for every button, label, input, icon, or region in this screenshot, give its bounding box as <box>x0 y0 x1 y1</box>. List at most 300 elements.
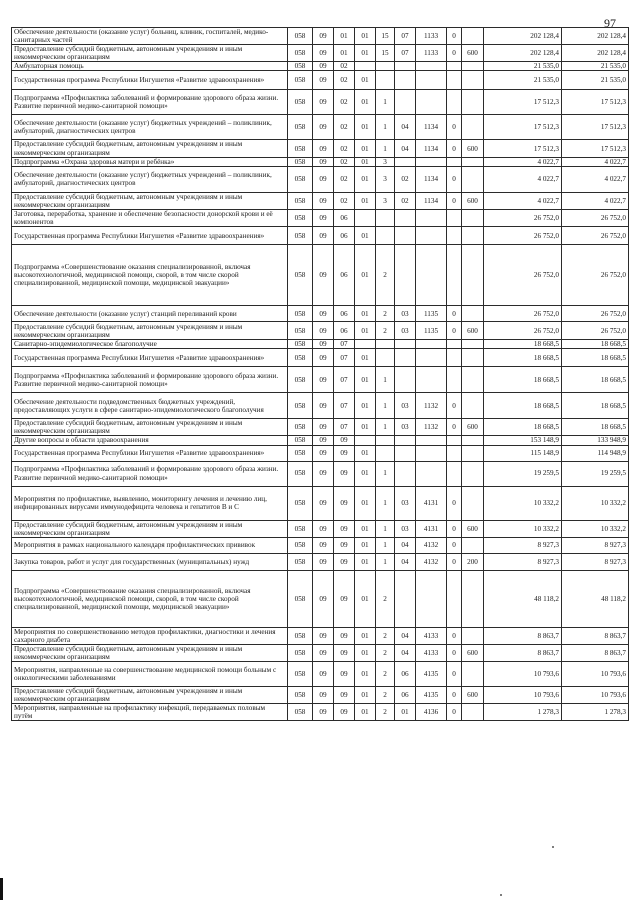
amount-year-1: 202 128,4 <box>484 28 562 45</box>
code-event <box>395 340 416 349</box>
amount-year-1: 17 512,3 <box>484 90 562 115</box>
code-subprogram <box>376 62 395 71</box>
code-event: 04 <box>395 553 416 570</box>
code-admin: 058 <box>288 662 313 687</box>
code-extra: 0 <box>447 45 462 62</box>
code-admin: 058 <box>288 157 313 166</box>
code-program: 01 <box>355 349 376 367</box>
code-expense-type <box>462 90 484 115</box>
code-program: 01 <box>355 45 376 62</box>
amount-year-2: 10 793,6 <box>562 662 629 687</box>
code-subsection: 09 <box>334 445 355 461</box>
table-row <box>12 157 629 166</box>
code-subprogram: 3 <box>376 166 395 192</box>
row-name: Подпрограмма «Совершенствование оказания специализированной, включая высокотехнологичной, медицинской помощи, скорой, в том числе скорой специализированной, медицинской помощи, медицинской эвакуации» <box>12 570 288 627</box>
code-program: 01 <box>355 367 376 393</box>
amount-year-2: 21 535,0 <box>562 71 629 90</box>
code-direction <box>416 570 447 627</box>
code-subsection: 06 <box>334 209 355 226</box>
code-program: 01 <box>355 662 376 687</box>
code-program <box>355 62 376 71</box>
code-section: 09 <box>313 322 334 340</box>
code-section: 09 <box>313 367 334 393</box>
amount-year-1: 4 022,7 <box>484 192 562 209</box>
code-subprogram: 3 <box>376 157 395 166</box>
code-program: 01 <box>355 227 376 245</box>
row-name: Предоставление субсидий бюджетным, автономным учреждениям и иным некоммерческим организациям <box>12 644 288 661</box>
code-subsection: 09 <box>334 644 355 661</box>
code-subprogram: 15 <box>376 45 395 62</box>
table-row <box>12 71 629 90</box>
code-extra: 0 <box>447 520 462 537</box>
code-expense-type <box>462 166 484 192</box>
amount-year-1: 10 793,6 <box>484 662 562 687</box>
code-extra <box>447 157 462 166</box>
code-subprogram: 1 <box>376 486 395 520</box>
code-direction <box>416 90 447 115</box>
table-row <box>12 570 629 627</box>
amount-year-1: 18 668,5 <box>484 349 562 367</box>
code-event <box>395 157 416 166</box>
amount-year-1: 19 259,5 <box>484 461 562 486</box>
code-direction: 4131 <box>416 520 447 537</box>
code-extra <box>447 436 462 445</box>
code-event: 02 <box>395 166 416 192</box>
code-admin: 058 <box>288 436 313 445</box>
code-expense-type: 600 <box>462 322 484 340</box>
code-extra: 0 <box>447 192 462 209</box>
code-section: 09 <box>313 62 334 71</box>
code-event: 06 <box>395 687 416 704</box>
code-program: 01 <box>355 627 376 644</box>
code-program: 01 <box>355 570 376 627</box>
code-event <box>395 461 416 486</box>
code-subprogram <box>376 71 395 90</box>
code-admin: 058 <box>288 245 313 306</box>
amount-year-1: 26 752,0 <box>484 245 562 306</box>
code-event: 03 <box>395 322 416 340</box>
code-extra: 0 <box>447 115 462 140</box>
code-subsection: 07 <box>334 419 355 436</box>
code-expense-type <box>462 436 484 445</box>
row-name: Предоставление субсидий бюджетным, автономным учреждениям и иным некоммерческим организациям <box>12 322 288 340</box>
code-section: 09 <box>313 115 334 140</box>
row-name: Мероприятия по совершенствованию методов профилактики, диагностики и лечения сахарного диабета <box>12 627 288 644</box>
code-expense-type <box>462 245 484 306</box>
amount-year-2: 18 668,5 <box>562 393 629 419</box>
code-subprogram: 2 <box>376 306 395 322</box>
code-event <box>395 436 416 445</box>
code-admin: 058 <box>288 90 313 115</box>
code-admin: 058 <box>288 28 313 45</box>
amount-year-1: 48 118,2 <box>484 570 562 627</box>
code-subsection: 02 <box>334 157 355 166</box>
amount-year-1: 4 022,7 <box>484 166 562 192</box>
code-direction: 1132 <box>416 393 447 419</box>
code-direction <box>416 340 447 349</box>
code-event: 04 <box>395 115 416 140</box>
row-name: Мероприятия в рамках национального календаря профилактических прививок <box>12 537 288 553</box>
code-direction <box>416 227 447 245</box>
row-name: Обеспечение деятельности (оказание услуг) бюджетных учреждений – поликлиник, амбулаторий, диагностических центров <box>12 115 288 140</box>
code-expense-type <box>462 157 484 166</box>
code-admin: 058 <box>288 322 313 340</box>
code-program: 01 <box>355 115 376 140</box>
code-direction: 4135 <box>416 687 447 704</box>
code-admin: 058 <box>288 209 313 226</box>
row-name: Предоставление субсидий бюджетным, автономным учреждениям и иным некоммерческим организациям <box>12 520 288 537</box>
amount-year-1: 115 148,9 <box>484 445 562 461</box>
row-name: Государственная программа Республики Ингушетия «Развитие здравоохранения» <box>12 349 288 367</box>
code-event <box>395 62 416 71</box>
row-name: Обеспечение деятельности (оказание услуг) больниц, клиник, госпиталей, медико-санитарных частей <box>12 28 288 45</box>
table-row <box>12 209 629 226</box>
code-subprogram: 2 <box>376 644 395 661</box>
code-direction: 1134 <box>416 192 447 209</box>
code-event: 03 <box>395 393 416 419</box>
code-direction <box>416 209 447 226</box>
row-name: Подпрограмма «Профилактика заболеваний и формирование здорового образа жизни. Развитие первичной медико-санитарной помощи» <box>12 90 288 115</box>
code-direction <box>416 445 447 461</box>
code-subsection: 09 <box>334 687 355 704</box>
code-extra <box>447 445 462 461</box>
code-event: 04 <box>395 537 416 553</box>
code-event: 03 <box>395 520 416 537</box>
row-name: Закупка товаров, работ и услуг для государственных (муниципальных) нужд <box>12 553 288 570</box>
code-section: 09 <box>313 687 334 704</box>
code-extra <box>447 461 462 486</box>
amount-year-2: 18 668,5 <box>562 340 629 349</box>
row-name: Мероприятия, направленные на профилактику инфекций, передаваемых половым путём <box>12 704 288 721</box>
code-section: 09 <box>313 662 334 687</box>
amount-year-2: 26 752,0 <box>562 209 629 226</box>
code-subprogram: 2 <box>376 570 395 627</box>
code-subprogram: 2 <box>376 245 395 306</box>
code-section: 09 <box>313 520 334 537</box>
code-direction <box>416 436 447 445</box>
code-admin: 058 <box>288 553 313 570</box>
amount-year-2: 133 948,9 <box>562 436 629 445</box>
code-extra <box>447 245 462 306</box>
code-subsection: 01 <box>334 45 355 62</box>
amount-year-2: 8 863,7 <box>562 627 629 644</box>
row-name: Подпрограмма «Профилактика заболеваний и формирование здорового образа жизни. Развитие первичной медико-санитарной помощи» <box>12 367 288 393</box>
code-extra: 0 <box>447 704 462 721</box>
code-event <box>395 71 416 90</box>
row-name: Амбулаторная помощь <box>12 62 288 71</box>
code-admin: 058 <box>288 461 313 486</box>
code-program <box>355 209 376 226</box>
code-subsection: 09 <box>334 570 355 627</box>
code-subprogram: 2 <box>376 704 395 721</box>
code-subsection: 07 <box>334 393 355 419</box>
code-section: 09 <box>313 349 334 367</box>
code-subsection: 06 <box>334 322 355 340</box>
code-subsection: 02 <box>334 192 355 209</box>
code-section: 09 <box>313 553 334 570</box>
code-extra: 0 <box>447 140 462 157</box>
code-admin: 058 <box>288 349 313 367</box>
code-expense-type <box>462 445 484 461</box>
amount-year-1: 26 752,0 <box>484 227 562 245</box>
code-extra: 0 <box>447 166 462 192</box>
code-subprogram <box>376 445 395 461</box>
row-name: Предоставление субсидий бюджетным, автономным учреждениям и иным некоммерческим организациям <box>12 140 288 157</box>
code-subprogram: 1 <box>376 90 395 115</box>
code-event: 07 <box>395 45 416 62</box>
table-row <box>12 393 629 419</box>
code-event: 06 <box>395 662 416 687</box>
amount-year-2: 202 128,4 <box>562 28 629 45</box>
table-row <box>12 45 629 62</box>
code-admin: 058 <box>288 570 313 627</box>
table-row <box>12 553 629 570</box>
code-subprogram <box>376 227 395 245</box>
table-row <box>12 520 629 537</box>
code-expense-type <box>462 209 484 226</box>
code-event: 01 <box>395 704 416 721</box>
code-extra <box>447 227 462 245</box>
code-admin: 058 <box>288 62 313 71</box>
row-name: Государственная программа Республики Ингушетия «Развитие здравоохранения» <box>12 71 288 90</box>
code-program: 01 <box>355 393 376 419</box>
code-subsection: 09 <box>334 520 355 537</box>
code-section: 09 <box>313 704 334 721</box>
row-name: Обеспечение деятельности (оказание услуг) станций переливаний крови <box>12 306 288 322</box>
code-subprogram: 2 <box>376 687 395 704</box>
scan-speck <box>552 846 554 848</box>
code-section: 09 <box>313 245 334 306</box>
code-program: 01 <box>355 553 376 570</box>
code-expense-type <box>462 306 484 322</box>
code-extra: 0 <box>447 687 462 704</box>
code-section: 09 <box>313 340 334 349</box>
code-program: 01 <box>355 644 376 661</box>
code-admin: 058 <box>288 537 313 553</box>
code-program: 01 <box>355 192 376 209</box>
code-extra <box>447 340 462 349</box>
code-program: 01 <box>355 461 376 486</box>
code-extra: 0 <box>447 322 462 340</box>
code-expense-type: 600 <box>462 419 484 436</box>
code-extra: 0 <box>447 644 462 661</box>
code-event: 03 <box>395 419 416 436</box>
code-subprogram: 2 <box>376 322 395 340</box>
code-program: 01 <box>355 520 376 537</box>
code-section: 09 <box>313 209 334 226</box>
scan-speck <box>500 894 502 896</box>
table-row <box>12 644 629 661</box>
code-admin: 058 <box>288 644 313 661</box>
code-subprogram <box>376 436 395 445</box>
row-name: Другие вопросы в области здравоохранения <box>12 436 288 445</box>
code-subsection: 02 <box>334 90 355 115</box>
amount-year-2: 8 927,3 <box>562 553 629 570</box>
code-subsection: 09 <box>334 461 355 486</box>
code-event <box>395 445 416 461</box>
row-name: Предоставление субсидий бюджетным, автономным учреждениям и иным некоммерческим организациям <box>12 419 288 436</box>
amount-year-2: 17 512,3 <box>562 140 629 157</box>
code-subsection: 02 <box>334 166 355 192</box>
code-subprogram: 15 <box>376 28 395 45</box>
code-expense-type: 600 <box>462 644 484 661</box>
code-admin: 058 <box>288 140 313 157</box>
code-event <box>395 349 416 367</box>
amount-year-2: 26 752,0 <box>562 322 629 340</box>
row-name: Мероприятия по профилактике, выявлению, мониторингу лечения и лечению лиц, инфицированных вирусами иммунодефицита человека и гепатитов В и С <box>12 486 288 520</box>
code-section: 09 <box>313 192 334 209</box>
code-expense-type <box>462 486 484 520</box>
code-expense-type: 600 <box>462 520 484 537</box>
code-admin: 058 <box>288 306 313 322</box>
code-direction: 4135 <box>416 662 447 687</box>
row-name: Предоставление субсидий бюджетным, автономным учреждениям и иным некоммерческим организациям <box>12 45 288 62</box>
table-row <box>12 192 629 209</box>
code-section: 09 <box>313 90 334 115</box>
code-program <box>355 340 376 349</box>
code-section: 09 <box>313 306 334 322</box>
code-program: 01 <box>355 140 376 157</box>
code-expense-type: 600 <box>462 140 484 157</box>
code-event: 07 <box>395 28 416 45</box>
code-direction <box>416 245 447 306</box>
amount-year-2: 26 752,0 <box>562 306 629 322</box>
table-row <box>12 687 629 704</box>
amount-year-1: 17 512,3 <box>484 140 562 157</box>
row-name: Государственная программа Республики Ингушетия «Развитие здравоохранения» <box>12 445 288 461</box>
code-expense-type <box>462 627 484 644</box>
code-direction: 1134 <box>416 166 447 192</box>
code-direction <box>416 367 447 393</box>
code-admin: 058 <box>288 520 313 537</box>
row-name: Заготовка, переработка, хранение и обеспечение безопасности донорской крови и её компонентов <box>12 209 288 226</box>
code-event: 03 <box>395 486 416 520</box>
code-event <box>395 367 416 393</box>
table-row <box>12 306 629 322</box>
code-extra <box>447 90 462 115</box>
table-row <box>12 662 629 687</box>
row-name: Предоставление субсидий бюджетным, автономным учреждениям и иным некоммерческим организациям <box>12 687 288 704</box>
code-direction: 4132 <box>416 537 447 553</box>
amount-year-1: 1 278,3 <box>484 704 562 721</box>
amount-year-1: 17 512,3 <box>484 115 562 140</box>
code-section: 09 <box>313 71 334 90</box>
code-direction: 4131 <box>416 486 447 520</box>
code-extra <box>447 349 462 367</box>
row-name: Обеспечение деятельности подведомственных бюджетных учреждений, предоставляющих услуги в сфере санитарно-эпидемиологического благополучия <box>12 393 288 419</box>
code-admin: 058 <box>288 704 313 721</box>
code-direction: 4132 <box>416 553 447 570</box>
code-admin: 058 <box>288 166 313 192</box>
code-subprogram <box>376 349 395 367</box>
code-section: 09 <box>313 627 334 644</box>
code-direction: 4136 <box>416 704 447 721</box>
code-section: 09 <box>313 486 334 520</box>
amount-year-1: 26 752,0 <box>484 322 562 340</box>
code-extra <box>447 570 462 627</box>
amount-year-2: 1 278,3 <box>562 704 629 721</box>
table-row <box>12 349 629 367</box>
row-name: Предоставление субсидий бюджетным, автономным учреждениям и иным некоммерческим организациям <box>12 192 288 209</box>
code-direction: 1135 <box>416 322 447 340</box>
amount-year-2: 10 332,2 <box>562 520 629 537</box>
code-section: 09 <box>313 644 334 661</box>
amount-year-2: 17 512,3 <box>562 115 629 140</box>
code-direction: 1133 <box>416 28 447 45</box>
table-row <box>12 704 629 721</box>
amount-year-1: 18 668,5 <box>484 340 562 349</box>
table-row <box>12 140 629 157</box>
code-expense-type: 600 <box>462 45 484 62</box>
code-subprogram: 1 <box>376 537 395 553</box>
table-row <box>12 461 629 486</box>
code-admin: 058 <box>288 393 313 419</box>
code-program: 01 <box>355 419 376 436</box>
code-program: 01 <box>355 704 376 721</box>
amount-year-1: 10 793,6 <box>484 687 562 704</box>
code-section: 09 <box>313 419 334 436</box>
code-subprogram <box>376 340 395 349</box>
code-section: 09 <box>313 227 334 245</box>
code-admin: 058 <box>288 445 313 461</box>
code-extra: 0 <box>447 537 462 553</box>
code-extra: 0 <box>447 28 462 45</box>
code-expense-type <box>462 115 484 140</box>
code-subsection: 02 <box>334 62 355 71</box>
amount-year-2: 202 128,4 <box>562 45 629 62</box>
code-program: 01 <box>355 687 376 704</box>
code-direction <box>416 461 447 486</box>
code-program: 01 <box>355 537 376 553</box>
code-direction: 1135 <box>416 306 447 322</box>
amount-year-1: 153 148,9 <box>484 436 562 445</box>
code-expense-type <box>462 537 484 553</box>
code-subprogram: 1 <box>376 520 395 537</box>
code-expense-type <box>462 71 484 90</box>
code-expense-type <box>462 28 484 45</box>
code-admin: 058 <box>288 340 313 349</box>
code-subprogram: 1 <box>376 140 395 157</box>
code-expense-type: 200 <box>462 553 484 570</box>
amount-year-2: 8 927,3 <box>562 537 629 553</box>
code-subsection: 06 <box>334 227 355 245</box>
code-expense-type <box>462 704 484 721</box>
code-subprogram: 3 <box>376 192 395 209</box>
code-admin: 058 <box>288 192 313 209</box>
code-extra: 0 <box>447 662 462 687</box>
code-subsection: 02 <box>334 140 355 157</box>
code-extra <box>447 209 462 226</box>
row-name: Государственная программа Республики Ингушетия «Развитие здравоохранения» <box>12 227 288 245</box>
code-section: 09 <box>313 166 334 192</box>
table-row <box>12 166 629 192</box>
table-row <box>12 62 629 71</box>
amount-year-1: 18 668,5 <box>484 419 562 436</box>
code-program: 01 <box>355 166 376 192</box>
code-subsection: 01 <box>334 28 355 45</box>
amount-year-2: 4 022,7 <box>562 192 629 209</box>
code-expense-type <box>462 349 484 367</box>
code-subsection: 09 <box>334 436 355 445</box>
code-direction: 4133 <box>416 644 447 661</box>
code-event: 03 <box>395 306 416 322</box>
code-subsection: 09 <box>334 662 355 687</box>
page-number: 97 <box>604 16 616 30</box>
code-event: 04 <box>395 644 416 661</box>
table-row <box>12 436 629 445</box>
amount-year-2: 21 535,0 <box>562 62 629 71</box>
scan-binding-edge <box>0 878 3 900</box>
